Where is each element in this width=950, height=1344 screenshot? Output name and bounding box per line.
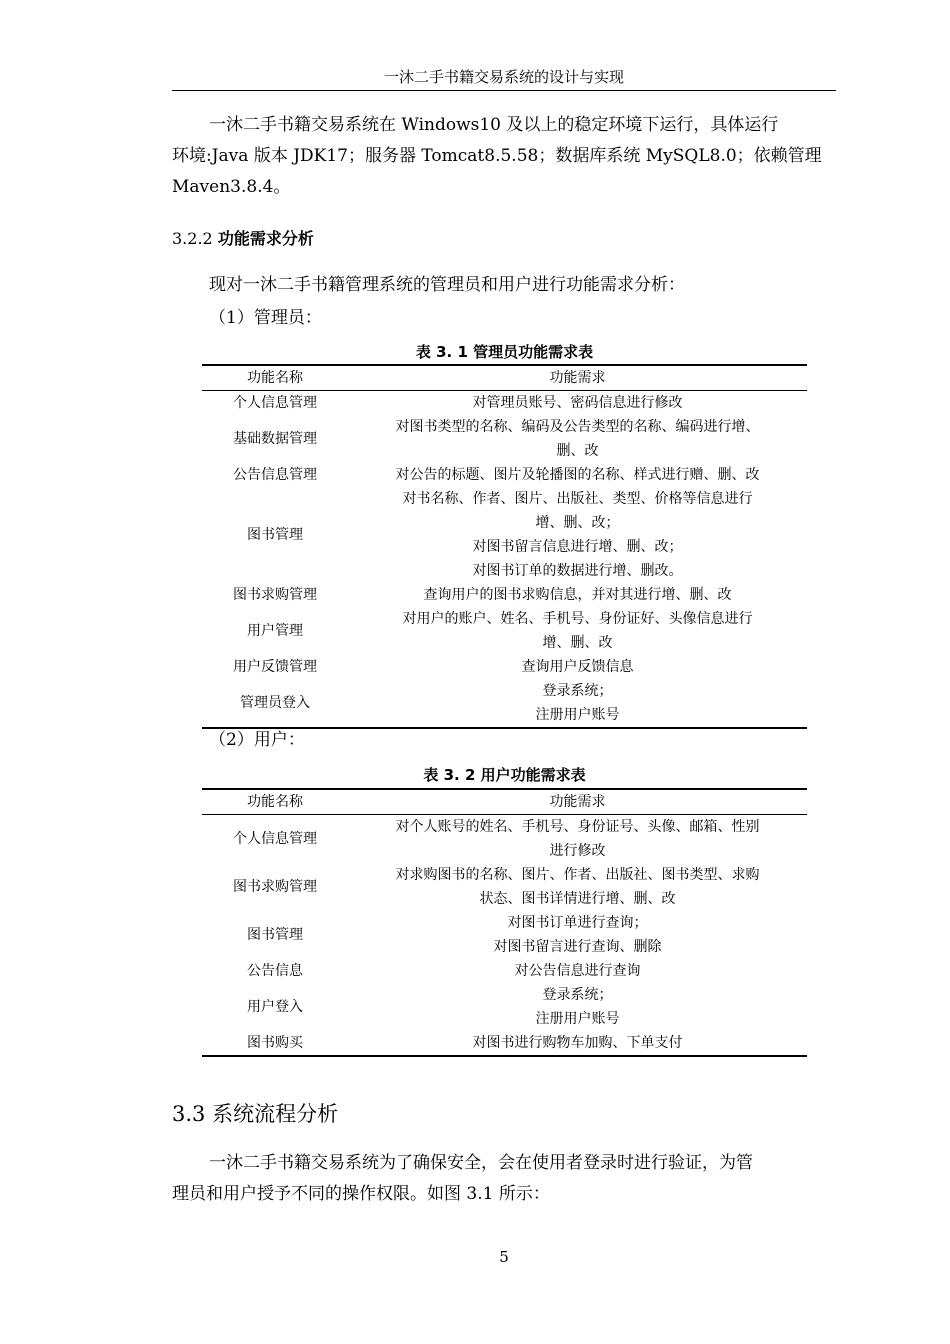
function-name: 图书求购管理 [233, 587, 317, 603]
table-row [202, 487, 807, 583]
requirement-line: 查询用户反馈信息 [521, 659, 634, 675]
intro-line-1: 一沐二手书籍交易系统在 Windows10 及以上的稳定环境下运行，具体运行 [209, 115, 779, 135]
user-label: （2）用户： [209, 730, 305, 750]
requirement-line: 对公告信息进行查询 [514, 963, 641, 979]
function-name: 用户登入 [247, 999, 303, 1015]
function-requirement [348, 415, 807, 463]
table-row [202, 983, 807, 1031]
function-name: 图书管理 [247, 927, 303, 943]
function-requirement [348, 607, 807, 655]
requirement-line: 对求购图书的名称、图片、作者、出版社、图书类型、求购 [395, 867, 760, 883]
function-requirement [348, 959, 807, 983]
function-requirement [348, 391, 807, 416]
requirement-line: 对图书留言信息进行增、删、改； [472, 539, 683, 555]
table-row [202, 863, 807, 911]
table1-caption: 表 3. 1 管理员功能需求表 [415, 343, 594, 361]
section-title: 系统流程分析 [212, 1102, 339, 1126]
table-row [202, 815, 807, 864]
table-header-row [202, 365, 807, 391]
requirement-line: 对图书订单进行查询； [507, 915, 648, 931]
function-requirement [348, 679, 807, 728]
column-header: 功能名称 [202, 365, 348, 391]
table-row [202, 679, 807, 728]
requirement-line: 登录系统； [542, 683, 613, 699]
column-header: 功能名称 [202, 789, 348, 815]
table-row [202, 463, 807, 487]
function-name: 图书求购管理 [233, 879, 317, 895]
function-name: 管理员登入 [202, 679, 348, 728]
header-rule [172, 90, 836, 91]
function-name: 图书购买 [202, 1031, 348, 1056]
requirement-line: 对图书留言进行查询、删除 [493, 939, 662, 955]
requirement-line: 对书名称、作者、图片、出版社、类型、价格等信息进行 [402, 491, 753, 507]
requirement-line: 对个人账号的姓名、手机号、身份证号、头像、邮箱、性别 [395, 819, 760, 835]
function-name: 公告信息 [247, 963, 303, 979]
function-requirement [348, 815, 807, 864]
requirement-line: 查询用户的图书求购信息，并对其进行增、删、改 [423, 587, 732, 603]
function-requirement [348, 983, 807, 1031]
function-requirement [348, 487, 807, 583]
function-name: 用户反馈管理 [233, 659, 317, 675]
function-requirement [348, 583, 807, 607]
column-header: 功能需求 [348, 789, 807, 815]
table-row [202, 391, 807, 416]
requirement-line: 进行修改 [549, 843, 606, 859]
intro-line-2: 环境:Java 版本 JDK17；服务器 Tomcat8.5.58；数据库系统 MySQL8.0；依赖管理 [172, 146, 822, 166]
requirement-line: 对公告的标题、图片及轮播图的名称、样式进行赠、删、改 [395, 467, 760, 483]
admin-requirements-table [202, 364, 807, 729]
section-number: 3.3 [172, 1102, 206, 1126]
table-row [202, 607, 807, 655]
table-header-row [202, 789, 807, 815]
flow-paragraph [172, 1148, 836, 1210]
admin-label: （1）管理员： [209, 308, 322, 328]
table-row [202, 911, 807, 959]
requirement-line: 增、删、改 [542, 635, 613, 651]
section-number: 3.2.2 [172, 229, 213, 248]
table-row [202, 655, 807, 679]
table-row [202, 415, 807, 463]
intro-line-3: Maven3.8.4。 [172, 177, 291, 197]
requirement-line: 对图书进行购物车加购、下单支付 [472, 1035, 683, 1051]
table-row [202, 959, 807, 983]
flow-line-2: 理员和用户授予不同的操作权限。如图 3.1 所示： [172, 1184, 550, 1204]
table-row [202, 1031, 807, 1056]
analysis-intro: 现对一沐二手书籍管理系统的管理员和用户进行功能需求分析： [209, 275, 685, 295]
section-heading-3-3 [172, 1099, 338, 1129]
requirement-line: 对图书类型的名称、编码及公告类型的名称、编码进行增、 [395, 419, 760, 435]
requirement-line: 状态、图书详情进行增、删、改 [479, 891, 676, 907]
flow-line-1: 一沐二手书籍交易系统为了确保安全，会在使用者登录时进行验证，为管 [209, 1153, 753, 1173]
section-title: 功能需求分析 [217, 229, 314, 248]
running-header: 一沐二手书籍交易系统的设计与实现 [383, 68, 624, 86]
function-requirement [348, 911, 807, 959]
table2-caption: 表 3. 2 用户功能需求表 [423, 766, 586, 784]
function-name: 个人信息管理 [233, 395, 317, 411]
function-name: 基础数据管理 [233, 431, 317, 447]
requirement-line: 对管理员账号、密码信息进行修改 [472, 395, 683, 411]
intro-paragraph [172, 110, 836, 203]
requirement-line: 对图书订单的数据进行增、删改。 [472, 563, 683, 579]
function-name: 用户管理 [247, 623, 303, 639]
requirement-line: 增、删、改； [535, 515, 620, 531]
table-row [202, 583, 807, 607]
requirement-line: 登录系统； [542, 987, 613, 1003]
column-header: 功能需求 [348, 365, 807, 391]
requirement-line: 删、改 [556, 443, 599, 459]
function-requirement [348, 863, 807, 911]
page-number: 5 [499, 1248, 509, 1266]
user-requirements-table [202, 788, 807, 1057]
function-name: 公告信息管理 [233, 467, 317, 483]
section-heading-3-2-2 [172, 227, 314, 251]
function-requirement [348, 1031, 807, 1056]
requirement-line: 对用户的账户、姓名、手机号、身份证好、头像信息进行 [402, 611, 753, 627]
function-name: 图书管理 [247, 527, 303, 543]
requirement-line: 注册用户账号 [535, 707, 620, 723]
function-name: 个人信息管理 [233, 831, 317, 847]
function-requirement [348, 463, 807, 487]
requirement-line: 注册用户账号 [535, 1011, 620, 1027]
function-requirement [348, 655, 807, 679]
